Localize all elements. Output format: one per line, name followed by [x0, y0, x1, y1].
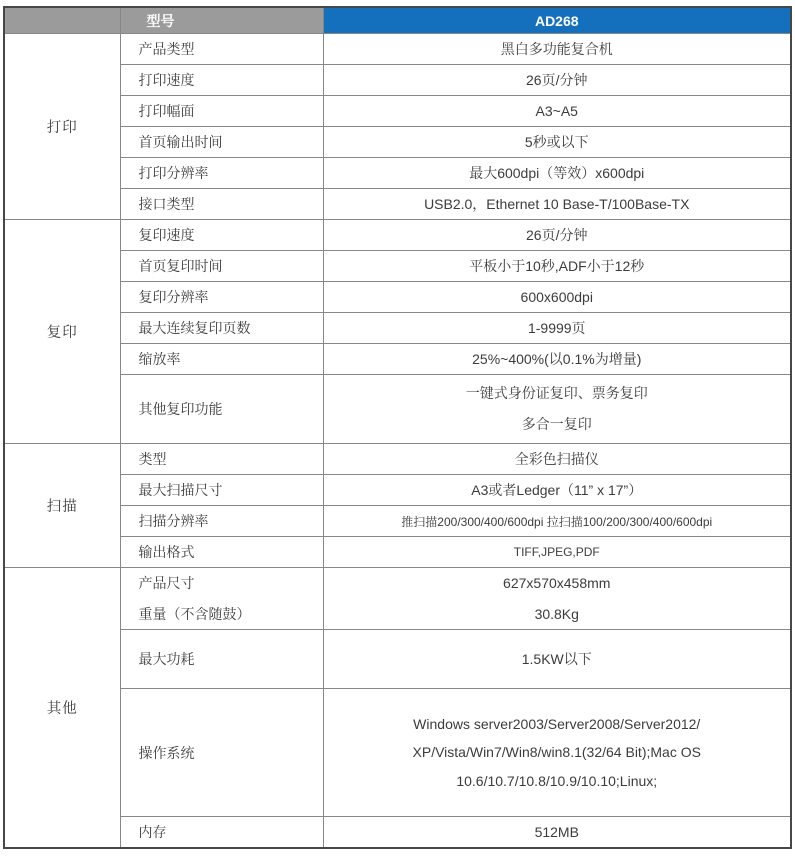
category-cell-copy: 复印: [4, 220, 120, 444]
spec-label-cell: 复印分辨率: [120, 282, 323, 313]
spec-row: [4, 537, 791, 568]
spec-label-cell: 输出格式: [120, 537, 323, 568]
spec-row: [4, 96, 791, 127]
spec-table: [3, 6, 792, 849]
spec-value-cell: [323, 375, 791, 444]
spec-value-cell: 推扫描200/300/400/600dpi 拉扫描100/200/300/400/600dpi: [323, 506, 791, 537]
spec-value-cell: 最大600dpi（等效）x600dpi: [323, 158, 791, 189]
category-column-header: [4, 7, 120, 34]
spec-label-cell: 最大扫描尺寸: [120, 475, 323, 506]
spec-row: [4, 817, 791, 848]
spec-value-cell: 26页/分钟: [323, 220, 791, 251]
spec-row: [4, 344, 791, 375]
spec-label-cell: 复印速度: [120, 220, 323, 251]
spec-row: [4, 189, 791, 220]
spec-label-cell: 打印速度: [120, 65, 323, 96]
spec-value-cell: 平板小于10秒,ADF小于12秒: [323, 251, 791, 282]
spec-row: [4, 127, 791, 158]
value-line: 一键式身份证复印、票务复印: [465, 385, 648, 401]
spec-label-cell: 其他复印功能: [120, 375, 323, 444]
spec-label-cell: 首页复印时间: [120, 251, 323, 282]
spec-label-cell: 缩放率: [120, 344, 323, 375]
spec-label-cell: 内存: [120, 817, 323, 848]
spec-value-cell: 627x570x458mm: [323, 568, 791, 599]
spec-value-cell: A3~A5: [323, 96, 791, 127]
spec-label-cell: 打印幅面: [120, 96, 323, 127]
spec-label-cell: 类型: [120, 444, 323, 475]
spec-label-cell: 最大连续复印页数: [120, 313, 323, 344]
spec-row: [4, 475, 791, 506]
spec-row: [4, 630, 791, 689]
value-line: 多合一复印: [521, 416, 592, 432]
spec-row: [4, 689, 791, 817]
spec-value-cell: 5秒或以下: [323, 127, 791, 158]
model-column-header: 型号: [120, 7, 323, 34]
spec-value-cell: 30.8Kg: [323, 599, 791, 630]
spec-label-cell: 产品类型: [120, 34, 323, 65]
spec-value-cell: 512MB: [323, 817, 791, 848]
spec-row: [4, 568, 791, 599]
spec-label-cell: 首页输出时间: [120, 127, 323, 158]
spec-value-cell: 1-9999页: [323, 313, 791, 344]
table-header-row: [4, 7, 791, 34]
spec-row: [4, 506, 791, 537]
spec-label-cell: 扫描分辨率: [120, 506, 323, 537]
spec-value-cell: 全彩色扫描仪: [323, 444, 791, 475]
category-cell-print: 打印: [4, 34, 120, 220]
model-value-header: AD268: [323, 7, 791, 34]
value-line: Windows server2003/Server2008/Server2012/: [413, 715, 701, 732]
spec-value-cell: 1.5KW以下: [323, 630, 791, 689]
spec-label-cell: 打印分辨率: [120, 158, 323, 189]
spec-row: [4, 34, 791, 65]
spec-value-cell: TIFF,JPEG,PDF: [323, 537, 791, 568]
spec-row: [4, 599, 791, 630]
spec-value-cell: 黑白多功能复合机: [323, 34, 791, 65]
spec-row: [4, 220, 791, 251]
spec-value-cell: USB2.0，Ethernet 10 Base-T/100Base-TX: [323, 189, 791, 220]
spec-row: [4, 375, 791, 444]
category-cell-other: 其他: [4, 568, 120, 848]
spec-row: [4, 313, 791, 344]
value-line: 10.6/10.7/10.8/10.9/10.10;Linux;: [456, 772, 658, 789]
spec-value-cell: [323, 689, 791, 817]
spec-label-cell: 产品尺寸: [120, 568, 323, 599]
spec-label-cell: 操作系统: [120, 689, 323, 817]
spec-row: [4, 282, 791, 313]
spec-row: [4, 251, 791, 282]
spec-value-cell: 26页/分钟: [323, 65, 791, 96]
spec-value-cell: A3或者Ledger（11” x 17”）: [323, 475, 791, 506]
spec-label-cell: 接口类型: [120, 189, 323, 220]
value-line: XP/Vista/Win7/Win8/win8.1(32/64 Bit);Mac OS: [412, 744, 701, 761]
spec-value-cell: 600x600dpi: [323, 282, 791, 313]
spec-value-cell: 25%~400%(以0.1%为增量): [323, 344, 791, 375]
category-cell-scan: 扫描: [4, 444, 120, 568]
spec-label-cell: 重量（不含随鼓）: [120, 599, 323, 630]
spec-row: [4, 158, 791, 189]
spec-row: [4, 444, 791, 475]
spec-label-cell: 最大功耗: [120, 630, 323, 689]
spec-row: [4, 65, 791, 96]
